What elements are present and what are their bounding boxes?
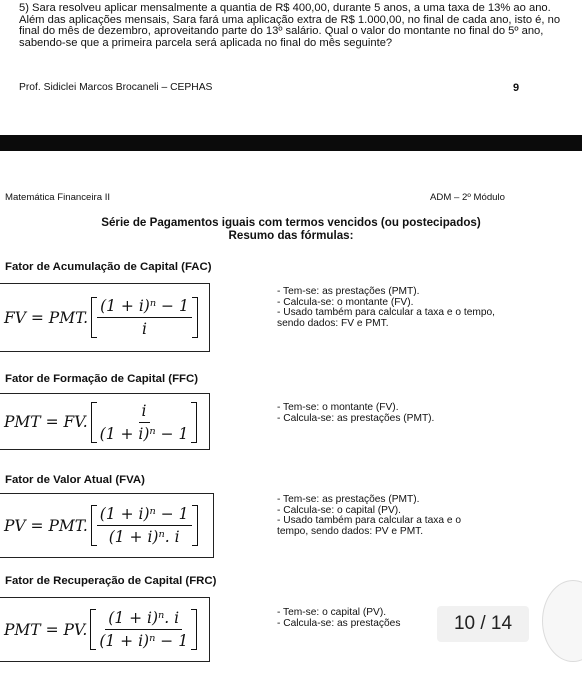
section-desc-fva (277, 495, 567, 537)
desc-line: - Calcula-se: as prestações (277, 617, 401, 629)
formula-bracket (91, 297, 198, 338)
page-divider (0, 135, 582, 151)
formula-bracket (91, 505, 198, 546)
formula-numerator: (1 + i)ⁿ − 1 (97, 505, 192, 526)
page-title-line2: Resumo das fórmulas: (228, 229, 354, 242)
formula-lhs: PV = PMT. (4, 516, 88, 535)
formula-denominator: (1 + i)ⁿ. i (108, 528, 180, 546)
formula-fraction (96, 609, 191, 650)
formula-lhs: FV = PMT. (4, 308, 89, 327)
formula-bracket (91, 402, 198, 443)
desc-line: - Usado também para calcular a taxa e o (277, 515, 462, 527)
formula-frc (4, 602, 197, 657)
formula-denominator: i (141, 320, 147, 338)
formula-fva (4, 498, 198, 553)
formula-box-fva (0, 493, 214, 558)
desc-line: - Tem-se: as prestações (PMT). (277, 494, 420, 505)
formula-numerator: i (139, 402, 150, 423)
formula-denominator: (1 + i)ⁿ − 1 (99, 424, 189, 443)
formula-numerator: (1 + i)ⁿ. i (105, 609, 182, 630)
section-desc-fac (277, 287, 567, 329)
desc-line: - Calcula-se: o montante (FV). (277, 296, 414, 308)
formula-box-frc (0, 597, 210, 662)
problem-statement: 5) Sara resolveu aplicar mensalmente a quantia de R$ 400,00, durante 5 anos, a uma taxa de 13% ao ano. Além das aplicações mensais, Sara fará uma aplicação extra de R$ 1.000,00, no final de cada ano, isto é, no final do mês de dezembro, aproveitando parte do 13º salário. Qual o valor do montante no final do 5º ano, sabendo-se que a primeira parcela será aplicada no final do mês seguinte? (19, 2, 561, 49)
formula-fac (4, 290, 198, 345)
desc-line: - Usado também para calcular a taxa e o tempo, (277, 307, 496, 319)
section-title-fva: Fator de Valor Atual (FVA) (5, 474, 145, 486)
page-indicator: 10 / 14 (437, 606, 529, 642)
formula-box-ffc (0, 393, 210, 450)
desc-line: - Calcula-se: as prestações (PMT). (277, 412, 435, 424)
desc-line: - Calcula-se: o capital (PV). (277, 504, 401, 516)
page-header-course: Matemática Financeira II (5, 192, 111, 203)
section-title-frc: Fator de Recuperação de Capital (FRC) (5, 575, 217, 587)
formula-fraction (97, 505, 192, 546)
formula-lhs: PMT = PV. (4, 620, 88, 639)
formula-lhs: PMT = FV. (4, 413, 88, 431)
formula-ffc (4, 397, 197, 447)
section-title-fac: Fator de Acumulação de Capital (FAC) (5, 261, 212, 273)
section-desc-ffc (277, 403, 567, 424)
formula-fraction (97, 402, 192, 443)
formula-bracket (90, 609, 197, 650)
page-footer-number: 9 (513, 82, 520, 94)
desc-line: sendo dados: FV e PMT. (277, 317, 389, 329)
formula-numerator: (1 + i)ⁿ − 1 (97, 297, 192, 318)
formula-fraction (97, 297, 192, 338)
desc-line: - Tem-se: o montante (FV). (277, 402, 399, 413)
desc-line: - Tem-se: o capital (PV). (277, 607, 387, 618)
page-title-line1: Série de Pagamentos iguais com termos vencidos (ou postecipados) (101, 216, 481, 229)
page-header-module: ADM – 2º Módulo (430, 192, 505, 203)
next-page-edge[interactable] (542, 580, 582, 662)
desc-line: tempo, sendo dados: PV e PMT. (277, 525, 424, 537)
section-desc-frc (277, 608, 437, 629)
section-title-ffc: Fator de Formação de Capital (FFC) (5, 373, 199, 385)
formula-denominator: (1 + i)ⁿ − 1 (99, 632, 189, 650)
desc-line: - Tem-se: as prestações (PMT). (277, 286, 420, 297)
page-title (0, 216, 582, 242)
formula-box-fac (0, 283, 210, 352)
page-footer-author: Prof. Sidiclei Marcos Brocaneli – CEPHAS (19, 82, 213, 93)
